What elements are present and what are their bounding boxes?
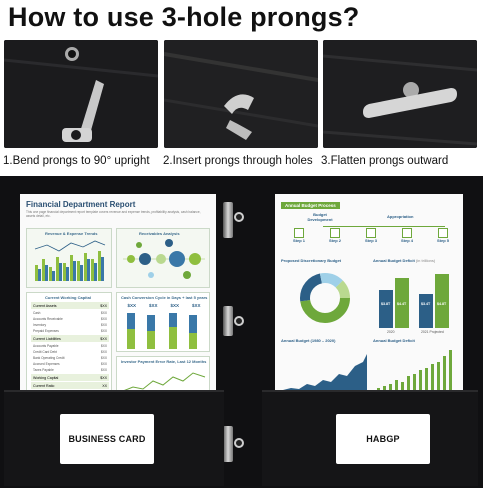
- ccc-chart: [117, 293, 211, 353]
- proposed-title: Proposed Discretionary Budget: [281, 258, 342, 263]
- bend-prong-icon: [4, 40, 158, 148]
- step-icon: [294, 228, 304, 238]
- table-row: Credit Card Debt $XX: [33, 350, 107, 354]
- left-report-sheet: [20, 194, 216, 402]
- receivables-title: Receivables Analysis: [139, 231, 180, 236]
- appropriation-label: Appropriation: [387, 214, 414, 219]
- insert-prong-icon: [164, 40, 318, 148]
- revenue-title: Revenue & Expense Trends: [45, 231, 98, 236]
- table-row: Working Capital $XX: [33, 375, 107, 380]
- step-icon: [402, 228, 412, 238]
- right-report-sheet: Annual Budget Process Budget Development Appropriation Step 1 Step 2 Step 3 Step 4 Step 5 Proposed Discretionary Budget Annual Budget Deficit (in trillions) $3.8T $4.4T $3.4T $4.8T 2020 2021 Projected Annual Budget (1980 – 2020) Annual Budget Deficit: [275, 194, 463, 402]
- budget-dev-label: Budget Development: [307, 212, 333, 222]
- process-steps: [281, 228, 461, 243]
- report-heading: Financial Department Report: [26, 200, 136, 209]
- flatten-prong-icon: [323, 40, 477, 148]
- table-row: Prepaid Expenses $XX: [33, 329, 107, 333]
- business-card-right: HABGP: [336, 414, 430, 464]
- process-step: Step 2: [329, 228, 341, 243]
- report-intro: This one page financial department report template covers revenue and expense trends, profitability analysis, cash balance, assets detail, etc.: [26, 210, 201, 218]
- business-card-left: BUSINESS CARD: [60, 414, 154, 464]
- process-step: Step 5: [437, 228, 449, 243]
- table-row: Current Liabilities $XX: [33, 336, 107, 341]
- revenue-chart: [27, 229, 113, 289]
- step-icon: [438, 228, 448, 238]
- prong-hole-middle: [234, 316, 244, 326]
- table-row: Inventory $XX: [33, 323, 107, 327]
- step-2-photo: [164, 40, 318, 148]
- step-3-photo: [323, 40, 477, 148]
- process-step: Step 4: [401, 228, 413, 243]
- table-row: Accounts Receivable $XX: [33, 317, 107, 321]
- table-row: Current Ratio XX: [33, 383, 107, 388]
- table-row: Bank Operating Credit $XX: [33, 356, 107, 360]
- process-step: Step 1: [293, 228, 305, 243]
- ccc-title: Cash Conversion Cycle in Days + last 5 years: [121, 295, 208, 300]
- process-line: [323, 226, 445, 227]
- budget-banner: Annual Budget Process: [281, 202, 340, 209]
- proposed-donut-chart: [281, 266, 371, 332]
- folder: [0, 176, 483, 488]
- prong-hole-bottom: [234, 438, 244, 448]
- table-row: Cash $XX: [33, 311, 107, 315]
- working-capital-title: Current Working Capital: [45, 295, 91, 300]
- prong-middle[interactable]: [223, 306, 233, 336]
- receivables-panel: [116, 228, 210, 288]
- receivables-chart: [117, 229, 211, 289]
- investor-title: Investor Payment Error Rate, Last 12 Months: [121, 359, 207, 364]
- table-row: Taxes Payable $XX: [33, 368, 107, 372]
- step-1-photo: [4, 40, 158, 148]
- step-2-caption: 2.Insert prongs through holes: [163, 155, 313, 167]
- annual-deficit-title: Annual Budget Deficit: [373, 338, 415, 343]
- ccc-values: $XX $XX $XX $XX: [127, 303, 201, 308]
- step-icon: [366, 228, 376, 238]
- deficit-title: Annual Budget Deficit (in trillions): [373, 258, 436, 263]
- prong-bottom[interactable]: [223, 426, 233, 462]
- revenue-panel: [26, 228, 112, 288]
- step-1-caption: 1.Bend prongs to 90° upright: [3, 155, 150, 167]
- step-icon: [330, 228, 340, 238]
- table-row: Accrued Expenses $XX: [33, 362, 107, 366]
- prong-top[interactable]: [223, 202, 233, 238]
- process-step: Step 3: [365, 228, 377, 243]
- step-3-caption: 3.Flatten prongs outward: [321, 155, 449, 167]
- prong-hole-top: [234, 212, 244, 222]
- annual-budget-title: Annual Budget (1980 – 2020): [281, 338, 336, 343]
- deficit-bar-chart: [373, 266, 459, 332]
- table-row: Current Assets $XX: [33, 303, 107, 308]
- page-title: How to use 3-hole prongs?: [8, 2, 360, 32]
- working-capital-panel: [26, 292, 112, 400]
- ccc-panel: [116, 292, 210, 352]
- table-row: Accounts Payable $XX: [33, 344, 107, 348]
- working-capital-table: [31, 302, 109, 389]
